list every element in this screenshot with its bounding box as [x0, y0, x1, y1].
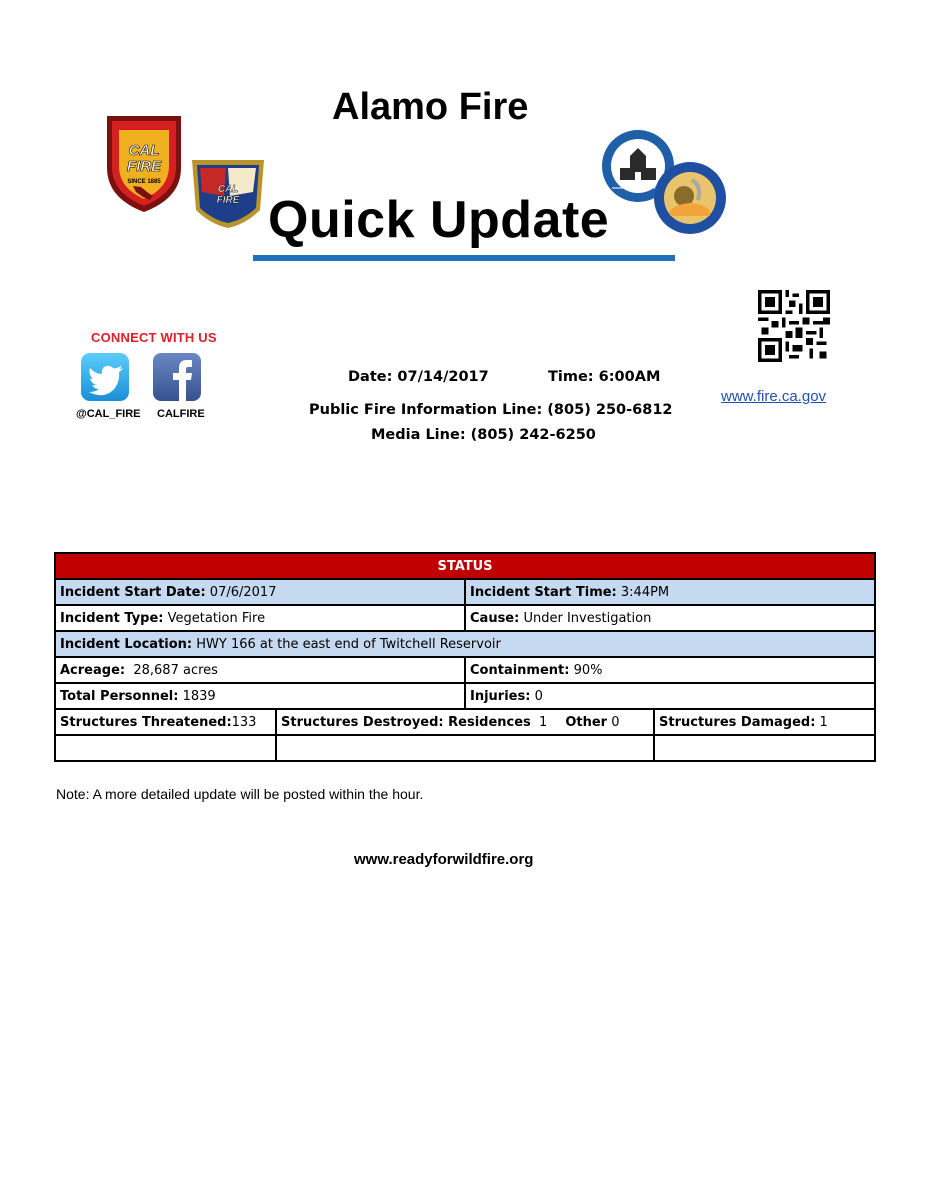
total-personnel-cell: Total Personnel: 1839	[55, 683, 465, 709]
website-link[interactable]: www.fire.ca.gov	[721, 388, 827, 405]
table-row	[55, 709, 875, 735]
table-row-empty	[55, 735, 875, 761]
calfire-text-2: FIRE	[126, 158, 162, 175]
structures-threatened-cell: Structures Threatened:133	[55, 709, 276, 735]
incident-location-cell: Incident Location: HWY 166 at the east end of Twitchell Reservoir	[55, 631, 875, 657]
title-underline	[253, 255, 675, 261]
media-line: Media Line: (805) 242-6250	[371, 427, 596, 443]
empty-cell	[654, 735, 875, 761]
table-row	[55, 605, 875, 631]
structures-damaged-cell: Structures Damaged: 1	[654, 709, 875, 735]
containment-cell: Containment: 90%	[465, 657, 875, 683]
update-note: Note: A more detailed update will be posted within the hour.	[56, 786, 424, 802]
status-header: STATUS	[55, 553, 875, 579]
table-row	[55, 683, 875, 709]
table-row	[55, 657, 875, 683]
qr-code-icon	[758, 290, 830, 362]
calfire-patch-icon	[186, 152, 270, 232]
structures-destroyed-cell: Structures Destroyed: Residences 1 Other 0	[276, 709, 654, 735]
cause-cell: Cause: Under Investigation	[465, 605, 875, 631]
twitter-handle[interactable]: @CAL_FIRE	[76, 408, 141, 420]
empty-cell	[276, 735, 654, 761]
incident-type-cell: Incident Type: Vegetation Fire	[55, 605, 465, 631]
page-subtitle: Quick Update	[268, 191, 610, 249]
table-row	[55, 631, 875, 657]
table-row	[55, 579, 875, 605]
page-title: Alamo Fire	[332, 86, 529, 128]
facebook-icon[interactable]	[152, 352, 202, 402]
empty-cell	[55, 735, 276, 761]
calfire-since: SINCE 1885	[127, 179, 161, 185]
ready-for-wildfire-link[interactable]: www.readyforwildfire.org	[354, 851, 534, 868]
calfire-logo	[103, 110, 185, 214]
update-date: Date: 07/14/2017	[348, 369, 489, 385]
facebook-handle[interactable]: CALFIRE	[157, 408, 205, 420]
twitter-icon[interactable]	[80, 352, 130, 402]
connect-heading: CONNECT WITH US	[91, 330, 217, 345]
badge-text-1: CAL	[217, 184, 239, 195]
update-time: Time: 6:00AM	[548, 369, 661, 385]
incident-start-date-cell: Incident Start Date: 07/6/2017	[55, 579, 465, 605]
badge-text-2: FIRE	[216, 195, 240, 206]
fire-department-seal	[652, 160, 728, 236]
public-info-line: Public Fire Information Line: (805) 250-6812	[309, 402, 673, 418]
calfire-text-1: CAL	[128, 142, 160, 159]
incident-start-time-cell: Incident Start Time: 3:44PM	[465, 579, 875, 605]
injuries-cell: Injuries: 0	[465, 683, 875, 709]
acreage-cell: Acreage: 28,687 acres	[55, 657, 465, 683]
status-table	[54, 552, 876, 762]
